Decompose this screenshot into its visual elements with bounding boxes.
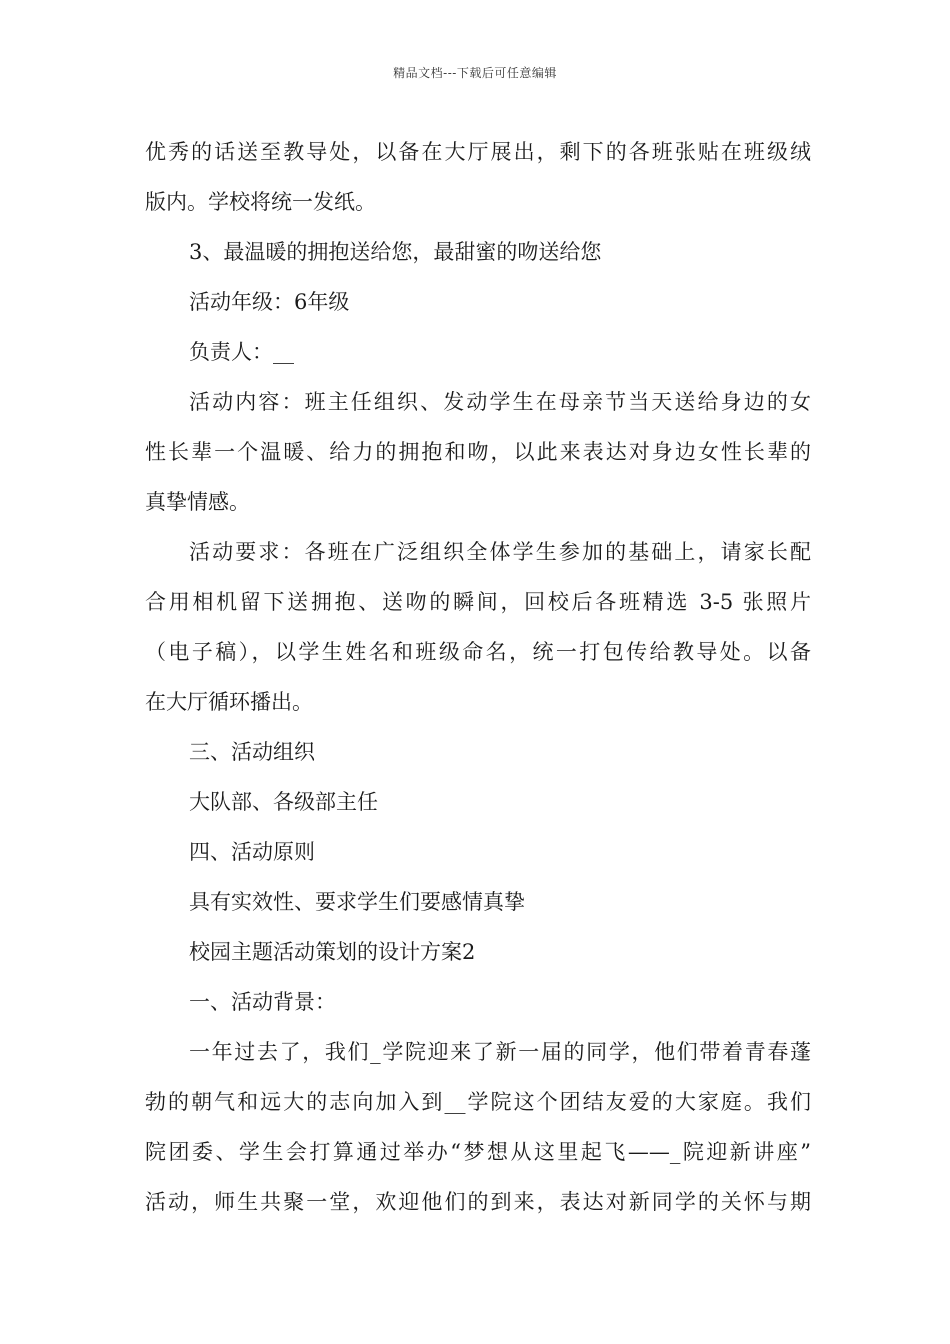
section-heading: 四、活动原则 <box>189 840 315 864</box>
list-item-heading: 3、最温暖的拥抱送给您，最甜蜜的吻送给您 <box>189 240 602 264</box>
paragraph-line: 性长辈一个温暖、给力的拥抱和吻，以此来表达对身边女性长辈的 <box>145 440 811 464</box>
paragraph-line: 在大厅循环播出。 <box>145 690 313 714</box>
section-heading: 一、活动背景： <box>189 990 336 1014</box>
paragraph-line: 版内。学校将统一发纸。 <box>145 190 376 214</box>
paragraph-line: 院团委、学生会打算通过举办“梦想从这里起飞——_院迎新讲座” <box>145 1140 811 1164</box>
paragraph-line: （电子稿），以学生姓名和班级命名，统一打包传给教导处。以备 <box>145 640 811 664</box>
responsible-person: 负责人：__ <box>189 340 294 364</box>
paragraph-line: 大队部、各级部主任 <box>189 790 378 814</box>
paragraph-line: 活动，师生共聚一堂，欢迎他们的到来，表达对新同学的关怀与期 <box>145 1190 811 1214</box>
paragraph-line: 优秀的话送至教导处，以备在大厅展出，剩下的各班张贴在班级绒 <box>145 140 811 164</box>
activity-grade: 活动年级：6年级 <box>189 290 350 314</box>
document-title: 校园主题活动策划的设计方案2 <box>189 940 476 964</box>
paragraph-line: 活动要求：各班在广泛组织全体学生参加的基础上，请家长配 <box>189 540 811 564</box>
paragraph-line: 一年过去了，我们_学院迎来了新一届的同学，他们带着青春蓬 <box>189 1040 811 1064</box>
section-heading: 三、活动组织 <box>189 740 315 764</box>
document-body <box>145 127 811 1227</box>
paragraph-line: 合用相机留下送拥抱、送吻的瞬间，回校后各班精选 3-5 张照片 <box>145 590 811 614</box>
paragraph-line: 真挚情感。 <box>145 490 250 514</box>
page-header: 精品文档---下载后可任意编辑 <box>393 66 557 80</box>
paragraph-line: 活动内容：班主任组织、发动学生在母亲节当天送给身边的女 <box>189 390 811 414</box>
paragraph-line: 具有实效性、要求学生们要感情真挚 <box>189 890 525 914</box>
paragraph-line: 勃的朝气和远大的志向加入到__学院这个团结友爱的大家庭。我们 <box>145 1090 811 1114</box>
